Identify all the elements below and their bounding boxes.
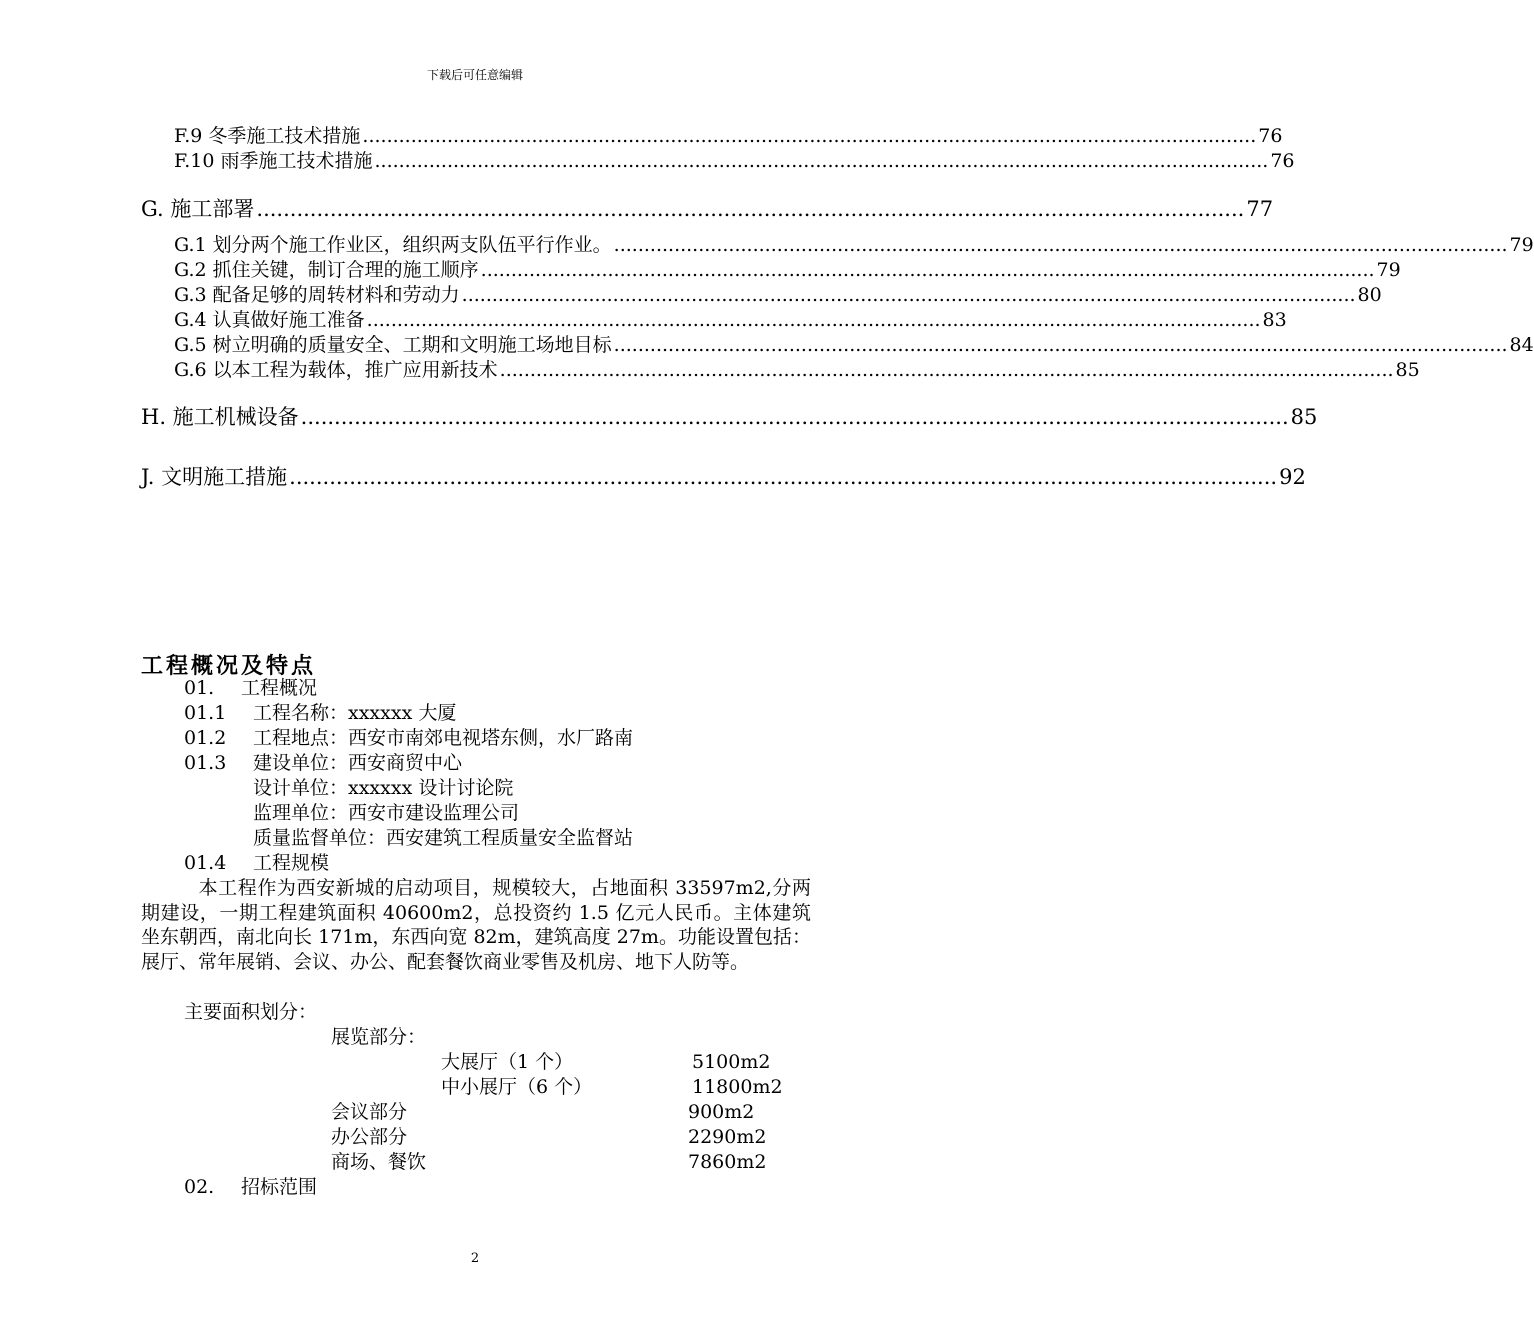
project-name: 工程名称：xxxxxx 大厦 [253,702,457,724]
toc-leader: .................................................................................................................................................... [366,309,1261,331]
toc-label: J. 文明施工措施 [141,465,288,489]
toc-label: G.1 划分两个施工作业区，组织两支队伍平行作业。 [174,234,612,256]
construction-unit: 建设单位：西安商贸中心 [253,752,463,774]
supervision-unit: 监理单位：西安市建设监理公司 [253,802,520,824]
area-item-value: 900m2 [688,1101,755,1123]
toc-page: 85 [1395,359,1420,381]
toc-entry-g2[interactable] [174,258,1401,283]
toc-label: G.5 树立明确的质量安全、工期和文明施工场地目标 [174,334,612,356]
area-item-label: 大展厅（1 个） [441,1051,574,1073]
page-header: 下载后可任意编辑 [426,68,523,82]
toc-page: 80 [1357,284,1382,306]
toc-label: F.9 冬季施工技术措施 [174,125,361,147]
area-item-label: 会议部分 [331,1101,408,1123]
toc-leader: .................................................................................................................................................... [289,465,1278,489]
heading-num: 02. [184,1176,215,1198]
toc-entry-j[interactable] [141,463,1306,491]
toc-label: G.4 认真做好施工准备 [174,309,365,331]
quality-unit: 质量监督单位：西安建筑工程质量安全监督站 [253,827,634,849]
page-number: 2 [470,1251,480,1266]
toc-leader: .................................................................................................................................................... [613,234,1508,256]
area-title: 主要面积划分： [184,1001,318,1023]
toc-entry-g[interactable] [141,195,1274,223]
item-num: 01.1 [184,702,227,724]
toc-leader: .................................................................................................................................................... [256,197,1245,221]
toc-label: F.10 雨季施工技术措施 [174,150,373,172]
toc-label: G.2 抓住关键，制订合理的施工顺序 [174,259,479,281]
toc-entry-g1[interactable] [174,233,1534,258]
area-item-label: 商场、餐饮 [331,1151,427,1173]
area-item-label: 办公部分 [331,1126,408,1148]
toc-entry-f10[interactable] [174,149,1295,174]
area-item-value: 7860m2 [688,1151,767,1173]
toc-label: H. 施工机械设备 [141,405,299,429]
toc-entry-g6[interactable] [174,358,1420,383]
toc-page: 85 [1290,405,1318,429]
toc-leader: .................................................................................................................................................... [499,359,1394,381]
design-unit: 设计单位：xxxxxx 设计讨论院 [253,777,514,799]
area-item-value: 11800m2 [692,1076,783,1098]
exhibit-label: 展览部分： [331,1026,427,1048]
toc-entry-g4[interactable] [174,308,1287,333]
toc-entry-h[interactable] [141,403,1318,431]
heading-text: 招标范围 [241,1176,318,1198]
toc-label: G.3 配备足够的周转材料和劳动力 [174,284,460,306]
toc-page: 76 [1258,125,1283,147]
toc-leader: .................................................................................................................................................... [300,405,1289,429]
toc-leader: .................................................................................................................................................... [480,259,1375,281]
toc-page: 84 [1509,334,1534,356]
area-item-label: 中小展厅（6 个） [441,1076,593,1098]
toc-page: 76 [1270,150,1295,172]
item-num: 01.4 [184,852,227,874]
toc-label: G.6 以本工程为载体，推广应用新技术 [174,359,498,381]
toc-leader: .................................................................................................................................................... [362,125,1257,147]
toc-entry-g3[interactable] [174,283,1382,308]
area-item-value: 5100m2 [692,1051,771,1073]
toc-leader: .................................................................................................................................................... [374,150,1269,172]
toc-page: 79 [1376,259,1401,281]
toc-entry-f9[interactable] [174,124,1283,149]
heading-num: 01. [184,677,215,699]
toc-page: 79 [1509,234,1534,256]
heading-text: 工程概况 [241,677,318,699]
item-num: 01.3 [184,752,227,774]
toc-leader: .................................................................................................................................................... [613,334,1508,356]
toc-leader: .................................................................................................................................................... [461,284,1356,306]
area-item-value: 2290m2 [688,1126,767,1148]
scale-paragraph: 本工程作为西安新城的启动项目，规模较大，占地面积 33597m2,分两期建设，一期工程建筑面积 40600m2，总投资约 1.5 亿元人民币。主体建筑坐东朝西，南北向长 171m，东西向宽 82m，建筑高度 27m。功能设置包括：展厅、常年展销、会议、办公、配套餐饮商业零售及机房、地下人防等。 [141,877,811,973]
item-num: 01.2 [184,727,227,749]
toc-entry-g5[interactable] [174,333,1534,358]
section-title: 工程概况及特点 [141,654,317,679]
project-location: 工程地点：西安市南郊电视塔东侧，水厂路南 [253,727,634,749]
toc-page: 92 [1279,465,1306,489]
toc-page: 83 [1262,309,1287,331]
toc-label: G. 施工部署 [141,197,255,221]
toc-page: 77 [1246,197,1274,221]
scale-heading: 工程规模 [253,852,330,874]
